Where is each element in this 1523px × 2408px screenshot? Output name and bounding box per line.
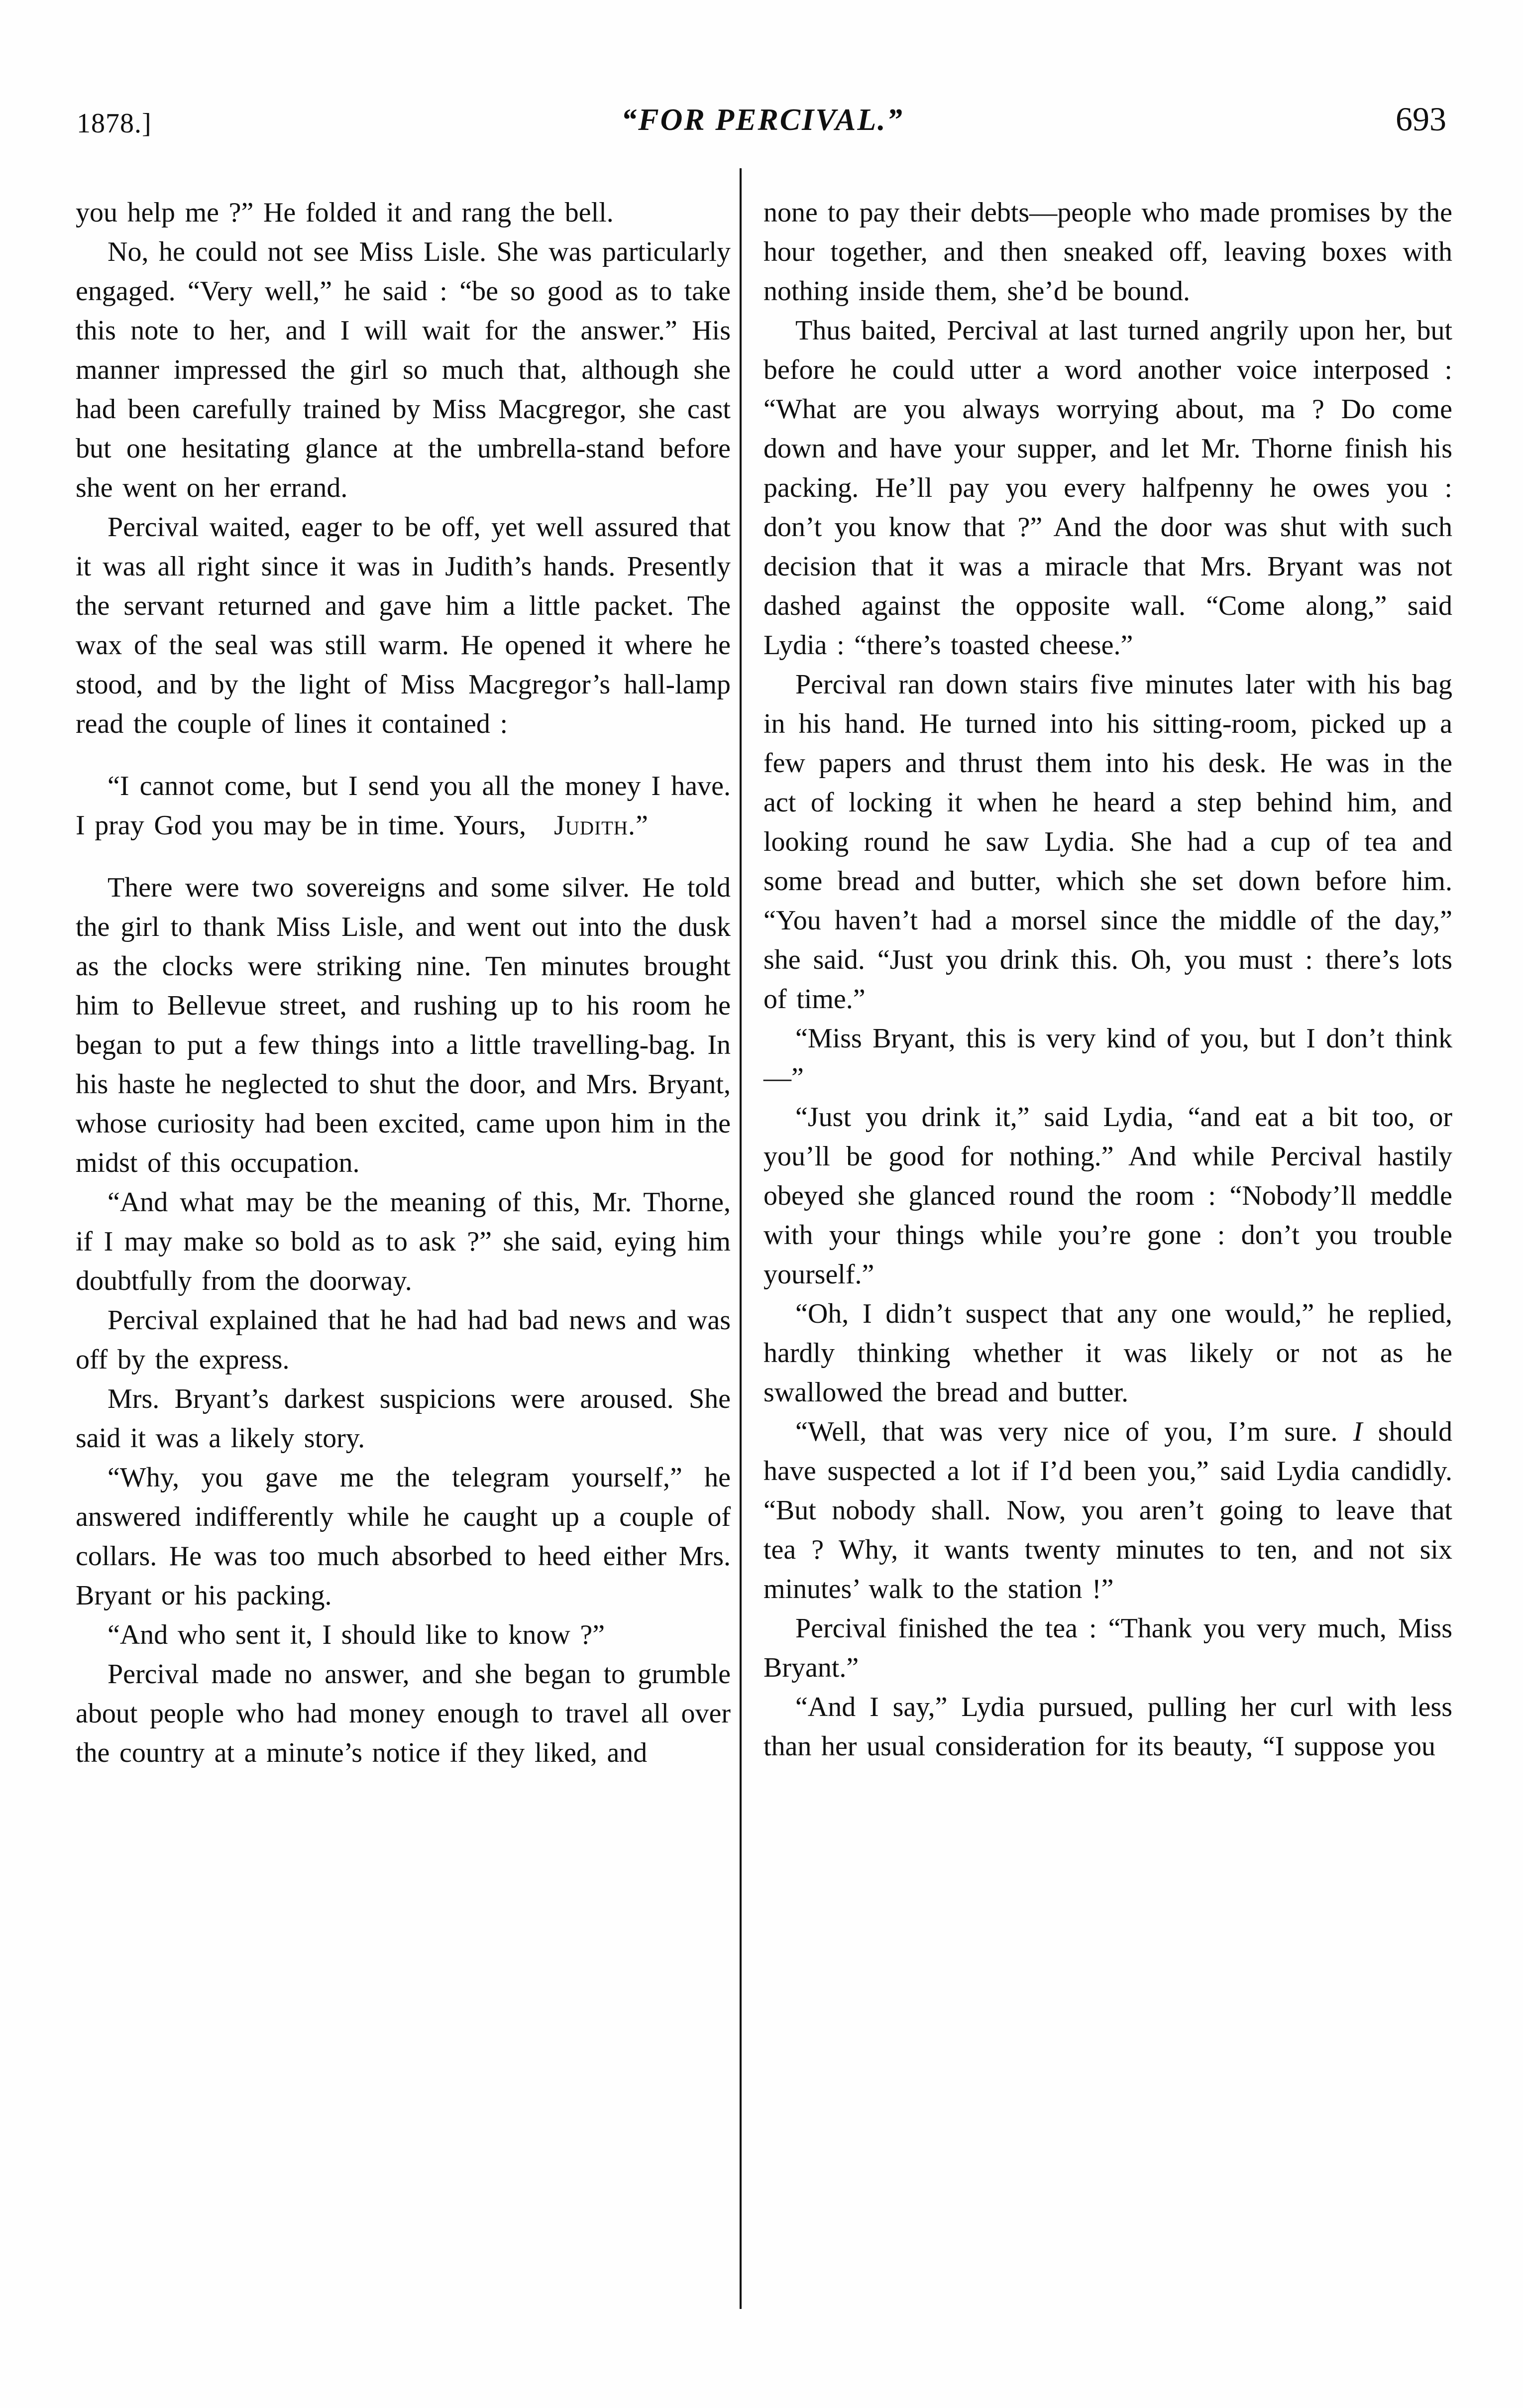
- text-run: “I cannot come, but I send you all the money I have. I pray God you may be in time. Yours,: [76, 771, 731, 841]
- text-run: “Just you drink it,” said Lydia, “and eat a bit too, or you’ll be good for nothing.” And while Percival hastily obeyed she glanced round the room : “Nobody’ll meddle with your things while you’re gone : don’t you trouble yourself.”: [763, 1102, 1452, 1290]
- text-run: No, he could not see Miss Lisle. She was particularly engaged. “Very well,” he said : “be so good as to take this note to her, and I will wait for the answer.” His manner impressed the girl so much that, although she had been carefully trained by Miss Macgregor, she cast but one hesitating glance at the umbrella-stand before she went on her errand.: [76, 236, 731, 503]
- text-run: “Oh, I didn’t suspect that any one would,” he replied, hardly thinking whether it was likely or not as he swallowed the bread and butter.: [763, 1298, 1452, 1408]
- text-run: should have suspected a lot if I’d been you,” said Lydia candidly. “But nobody shall. Now, you aren’t going to leave that tea ? Why, it wants twenty minutes to ten, and not six minutes’ walk to the station !”: [763, 1416, 1452, 1605]
- body-paragraph: [76, 1183, 731, 1301]
- text-run: Mrs. Bryant’s darkest suspicions were aroused. She said it was a likely story.: [76, 1383, 731, 1454]
- body-paragraph: [76, 1301, 731, 1379]
- column-divider-rule: [740, 168, 742, 2309]
- text-run: There were two sovereigns and some silver. He told the girl to thank Miss Lisle, and went out into the dusk as the clocks were striking nine. Ten minutes brought him to Bellevue street, and rushing up to his room he began to put a few things into a little travelling-bag. In his haste he neglected to shut the door, and Mrs. Bryant, whose curiosity had been excited, came upon him in the midst of this occupation.: [76, 872, 731, 1178]
- running-header: [76, 100, 1449, 152]
- body-paragraph: [76, 1655, 731, 1773]
- body-paragraph: [76, 232, 731, 508]
- text-run: Percival made no answer, and she began to grumble about people who had money enough to travel all over the country at a minute’s notice if they liked, and: [76, 1659, 731, 1768]
- text-run: Judith.: [553, 810, 636, 841]
- body-paragraph: [763, 311, 1452, 665]
- body-paragraph: [763, 1294, 1452, 1412]
- text-run: Percival explained that he had had bad news and was off by the express.: [76, 1305, 731, 1375]
- body-paragraph: [763, 1609, 1452, 1688]
- right-text-column: [763, 193, 1452, 1766]
- text-run: “And who sent it, I should like to know ?”: [108, 1619, 605, 1650]
- body-paragraph: [76, 193, 731, 232]
- text-run: “And I say,” Lydia pursued, pulling her curl with less than her usual consideration for its beauty, “I suppose you: [763, 1692, 1452, 1762]
- body-paragraph: [76, 508, 731, 744]
- body-paragraph: [763, 665, 1452, 1019]
- body-paragraph: [763, 1412, 1452, 1609]
- body-paragraph: [76, 868, 731, 1183]
- text-run: “Miss Bryant, this is very kind of you, but I don’t think—”: [763, 1023, 1452, 1093]
- header-year: 1878.]: [77, 108, 152, 139]
- text-run: Percival ran down stairs five minutes later with his bag in his hand. He turned into his sitting-room, picked up a few papers and thrust them into his desk. He was in the act of locking it when he heard a step behind him, and looking round he saw Lydia. She had a cup of tea and some bread and butter, which she set down before him. “You haven’t had a morsel since the middle of the day,” she said. “Just you drink this. Oh, you must : there’s lots of time.”: [763, 669, 1452, 1015]
- body-paragraph: [763, 1688, 1452, 1766]
- text-run: I: [1353, 1416, 1363, 1447]
- text-run: Percival finished the tea : “Thank you very much, Miss Bryant.”: [763, 1613, 1452, 1683]
- page-number: 693: [1396, 100, 1446, 138]
- text-run: “Why, you gave me the telegram yourself,” he answered indifferently while he caught up a couple of collars. He was too much absorbed to heed either Mrs. Bryant or his packing.: [76, 1462, 731, 1611]
- text-run: none to pay their debts—people who made promises by the hour together, and then sneaked off, leaving boxes with nothing inside them, she’d be bound.: [763, 197, 1452, 307]
- text-run: you help me ?” He folded it and rang the bell.: [76, 197, 614, 228]
- body-paragraph: [763, 1019, 1452, 1098]
- text-run: ”: [636, 810, 648, 841]
- body-paragraph: [763, 1098, 1452, 1294]
- quoted-letter-paragraph: [76, 767, 731, 845]
- text-run: “Well, that was very nice of you, I’m sure.: [795, 1416, 1353, 1447]
- body-paragraph: [76, 1379, 731, 1458]
- left-text-column: [76, 193, 731, 1773]
- body-paragraph: [76, 1615, 731, 1655]
- text-run: “And what may be the meaning of this, Mr. Thorne, if I may make so bold as to ask ?” she said, eying him doubtfully from the doorway.: [76, 1187, 731, 1296]
- text-run: Percival waited, eager to be off, yet well assured that it was all right since it was in Judith’s hands. Presently the servant returned and gave him a little packet. The wax of the seal was still warm. He opened it where he stood, and by the light of Miss Macgregor’s hall-lamp read the couple of lines it contained :: [76, 512, 731, 739]
- text-run: Thus baited, Percival at last turned angrily upon her, but before he could utter a word another voice interposed : “What are you always worrying about, ma ? Do come down and have your supper, and let Mr. Thorne finish his packing. He’ll pay you every halfpenny he owes you : don’t you know that ?” And the door was shut with such decision that it was a miracle that Mrs. Bryant was not dashed against the opposite wall. “Come along,” said Lydia : “there’s toasted cheese.”: [763, 315, 1452, 661]
- body-paragraph: [763, 193, 1452, 311]
- page-title: “FOR PERCIVAL.”: [621, 103, 904, 137]
- body-paragraph: [76, 1458, 731, 1615]
